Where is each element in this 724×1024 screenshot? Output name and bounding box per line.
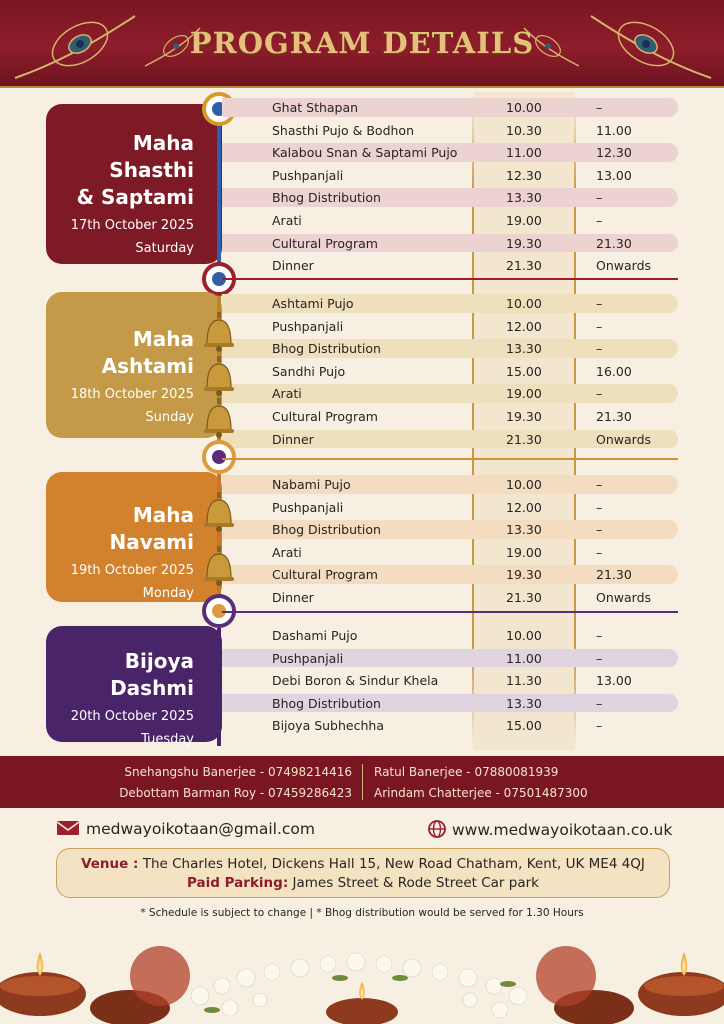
event-end-time: – xyxy=(596,650,603,666)
footnote: * Schedule is subject to change | * Bhog distribution would be served for 1.30 Hours xyxy=(140,907,584,919)
event-start-time: 19.00 xyxy=(506,386,542,402)
event-name: Cultural Program xyxy=(272,567,378,583)
header-banner xyxy=(0,0,724,88)
event-end-time: 12.30 xyxy=(596,145,632,161)
day-name: Bijoya Dashmi xyxy=(110,649,194,700)
event-name: Dinner xyxy=(272,258,314,274)
event-end-time: 11.00 xyxy=(596,122,632,138)
event-end-time: Onwards xyxy=(596,431,652,447)
event-start-time: 11.00 xyxy=(506,145,542,161)
event-end-time: – xyxy=(596,695,603,711)
day-panel-shasthi xyxy=(46,104,222,264)
bell-icon xyxy=(201,492,237,532)
event-end-time: – xyxy=(596,318,603,334)
contacts-band xyxy=(0,756,724,808)
venue-label: Venue : xyxy=(81,856,139,872)
timeline-line xyxy=(217,112,221,280)
event-name: Bhog Distribution xyxy=(272,190,381,206)
event-start-time: 10.00 xyxy=(506,100,542,115)
envelope-icon xyxy=(56,820,80,836)
event-name: Debi Boron & Sindur Khela xyxy=(272,673,439,689)
list-item xyxy=(222,428,678,451)
event-start-time: 10.00 xyxy=(506,628,542,643)
event-start-time: 19.30 xyxy=(506,235,542,251)
list-item xyxy=(222,647,678,670)
event-name: Shasthi Pujo & Bodhon xyxy=(272,122,415,138)
schedule-list-ashtami xyxy=(222,292,678,450)
event-name: Bijoya Subhechha xyxy=(272,718,384,734)
event-end-time: – xyxy=(596,628,603,643)
list-item xyxy=(222,624,678,647)
list-item xyxy=(222,292,678,315)
event-start-time: 21.30 xyxy=(506,258,542,274)
list-item xyxy=(222,586,678,609)
venue-address: The Charles Hotel, Dickens Hall 15, New Road Chatham, Kent, UK ME4 4QJ xyxy=(142,856,645,872)
event-end-time: 13.00 xyxy=(596,673,632,689)
globe-icon xyxy=(428,820,446,838)
event-name: Ashtami Pujo xyxy=(272,296,354,311)
day-weekday: Tuesday xyxy=(141,732,194,747)
event-start-time: 10.30 xyxy=(506,122,542,138)
event-end-time: – xyxy=(596,522,603,538)
schedule-list-shasthi xyxy=(222,96,678,277)
event-end-time: – xyxy=(596,296,603,311)
event-end-time: – xyxy=(596,341,603,357)
event-end-time: – xyxy=(596,499,603,515)
event-start-time: 15.00 xyxy=(506,363,542,379)
list-item xyxy=(222,209,678,232)
day-name: & Saptami xyxy=(76,185,194,209)
event-start-time: 21.30 xyxy=(506,589,542,605)
event-start-time: 13.30 xyxy=(506,190,542,206)
parking-label: Paid Parking: xyxy=(187,875,289,891)
day-separator xyxy=(222,611,678,613)
event-start-time: 13.30 xyxy=(506,695,542,711)
event-end-time: 13.00 xyxy=(596,167,632,183)
contact-line: Ratul Banerjee - 07880081939 xyxy=(374,765,559,779)
day-panel-ashtami xyxy=(46,292,222,438)
event-name: Bhog Distribution xyxy=(272,695,381,711)
day-separator xyxy=(222,278,678,280)
timeline-node xyxy=(202,440,236,474)
day-name: Maha Ashtami xyxy=(101,327,194,378)
schedule-list-navami xyxy=(222,473,678,609)
event-name: Pushpanjali xyxy=(272,650,344,666)
bell-icon xyxy=(201,546,237,586)
event-start-time: 19.00 xyxy=(506,212,542,228)
day-date: 17th October 2025 xyxy=(70,218,194,233)
list-item xyxy=(222,337,678,360)
list-item xyxy=(222,254,678,277)
email-link[interactable]: medwayoikotaan@gmail.com xyxy=(86,820,315,838)
day-weekday: Saturday xyxy=(135,241,194,256)
event-start-time: 13.30 xyxy=(506,522,542,538)
event-start-time: 11.30 xyxy=(506,673,542,689)
bell-icon xyxy=(201,312,237,352)
event-end-time: 21.30 xyxy=(596,235,632,251)
event-end-time: Onwards xyxy=(596,258,652,274)
day-date: 19th October 2025 xyxy=(70,563,194,578)
day-date: 18th October 2025 xyxy=(70,387,194,402)
event-end-time: 16.00 xyxy=(596,363,632,379)
event-start-time: 10.00 xyxy=(506,296,542,311)
list-item xyxy=(222,692,678,715)
event-name: Ghat Sthapan xyxy=(272,100,359,115)
event-start-time: 13.30 xyxy=(506,341,542,357)
event-name: Nabami Pujo xyxy=(272,477,351,492)
event-name: Cultural Program xyxy=(272,408,378,424)
list-item xyxy=(222,382,678,405)
event-start-time: 21.30 xyxy=(506,431,542,447)
event-end-time: Onwards xyxy=(596,589,652,605)
list-item xyxy=(222,315,678,338)
event-end-time: – xyxy=(596,718,603,734)
event-name: Arati xyxy=(272,212,302,228)
event-name: Bhog Distribution xyxy=(272,522,381,538)
event-name: Sandhi Pujo xyxy=(272,363,346,379)
website-row xyxy=(428,820,672,839)
event-end-time: – xyxy=(596,386,603,402)
list-item xyxy=(222,669,678,692)
timeline-line xyxy=(217,628,221,746)
event-name: Arati xyxy=(272,544,302,560)
list-item xyxy=(222,141,678,164)
event-start-time: 19.30 xyxy=(506,567,542,583)
event-end-time: – xyxy=(596,190,603,206)
event-end-time: – xyxy=(596,100,603,115)
event-name: Kalabou Snan & Saptami Pujo xyxy=(272,145,458,161)
day-panel-dashmi xyxy=(46,626,222,747)
day-name: Maha Shasthi xyxy=(109,131,194,182)
diya-lamp-icon xyxy=(638,952,724,1016)
list-item xyxy=(222,518,678,541)
day-weekday: Sunday xyxy=(145,410,194,425)
website-link[interactable]: www.medwayoikotaan.co.uk xyxy=(452,821,673,839)
event-name: Pushpanjali xyxy=(272,167,344,183)
event-name: Dinner xyxy=(272,431,314,447)
venue-box xyxy=(56,848,670,898)
event-name: Arati xyxy=(272,386,302,402)
day-separator xyxy=(222,458,678,460)
diya-lamp-icon xyxy=(326,982,398,1024)
event-end-time: 21.30 xyxy=(596,567,632,583)
list-item xyxy=(222,232,678,255)
event-name: Dashami Pujo xyxy=(272,628,358,643)
event-end-time: – xyxy=(596,477,603,492)
event-start-time: 19.00 xyxy=(506,544,542,560)
list-item xyxy=(222,563,678,586)
flower-garland-icon xyxy=(0,924,724,1024)
event-name: Dinner xyxy=(272,589,314,605)
event-end-time: 21.30 xyxy=(596,408,632,424)
list-item xyxy=(222,119,678,142)
list-item xyxy=(222,496,678,519)
event-name: Cultural Program xyxy=(272,235,378,251)
event-start-time: 12.30 xyxy=(506,167,542,183)
diya-lamp-icon xyxy=(0,952,86,1016)
list-item xyxy=(222,164,678,187)
list-item xyxy=(222,405,678,428)
event-name: Bhog Distribution xyxy=(272,341,381,357)
event-start-time: 12.00 xyxy=(506,318,542,334)
event-start-time: 15.00 xyxy=(506,718,542,734)
list-item xyxy=(222,360,678,383)
list-item xyxy=(222,96,678,119)
contact-line: Debottam Barman Roy - 07459286423 xyxy=(119,786,352,800)
email-row xyxy=(56,820,315,838)
event-start-time: 19.30 xyxy=(506,408,542,424)
list-item xyxy=(222,473,678,496)
day-panel-navami xyxy=(46,472,222,602)
event-start-time: 12.00 xyxy=(506,499,542,515)
schedule-list-dashmi xyxy=(222,624,678,737)
contact-line: Snehangshu Banerjee - 07498214416 xyxy=(124,765,352,779)
parking-text: James Street & Rode Street Car park xyxy=(292,875,539,891)
list-item xyxy=(222,541,678,564)
day-name: Maha Navami xyxy=(109,503,194,554)
bell-icon xyxy=(201,398,237,438)
list-item xyxy=(222,714,678,737)
list-item xyxy=(222,186,678,209)
day-date: 20th October 2025 xyxy=(70,709,194,724)
day-weekday: Monday xyxy=(142,586,194,601)
page-title: PROGRAM DETAILS xyxy=(189,26,535,60)
contacts-divider xyxy=(362,764,363,800)
event-end-time: – xyxy=(596,544,603,560)
event-start-time: 11.00 xyxy=(506,650,542,666)
event-end-time: – xyxy=(596,212,603,228)
bell-icon xyxy=(201,356,237,396)
event-name: Pushpanjali xyxy=(272,318,344,334)
contact-line: Arindam Chatterjee - 07501487300 xyxy=(374,786,588,800)
event-name: Pushpanjali xyxy=(272,499,344,515)
event-start-time: 10.00 xyxy=(506,477,542,492)
